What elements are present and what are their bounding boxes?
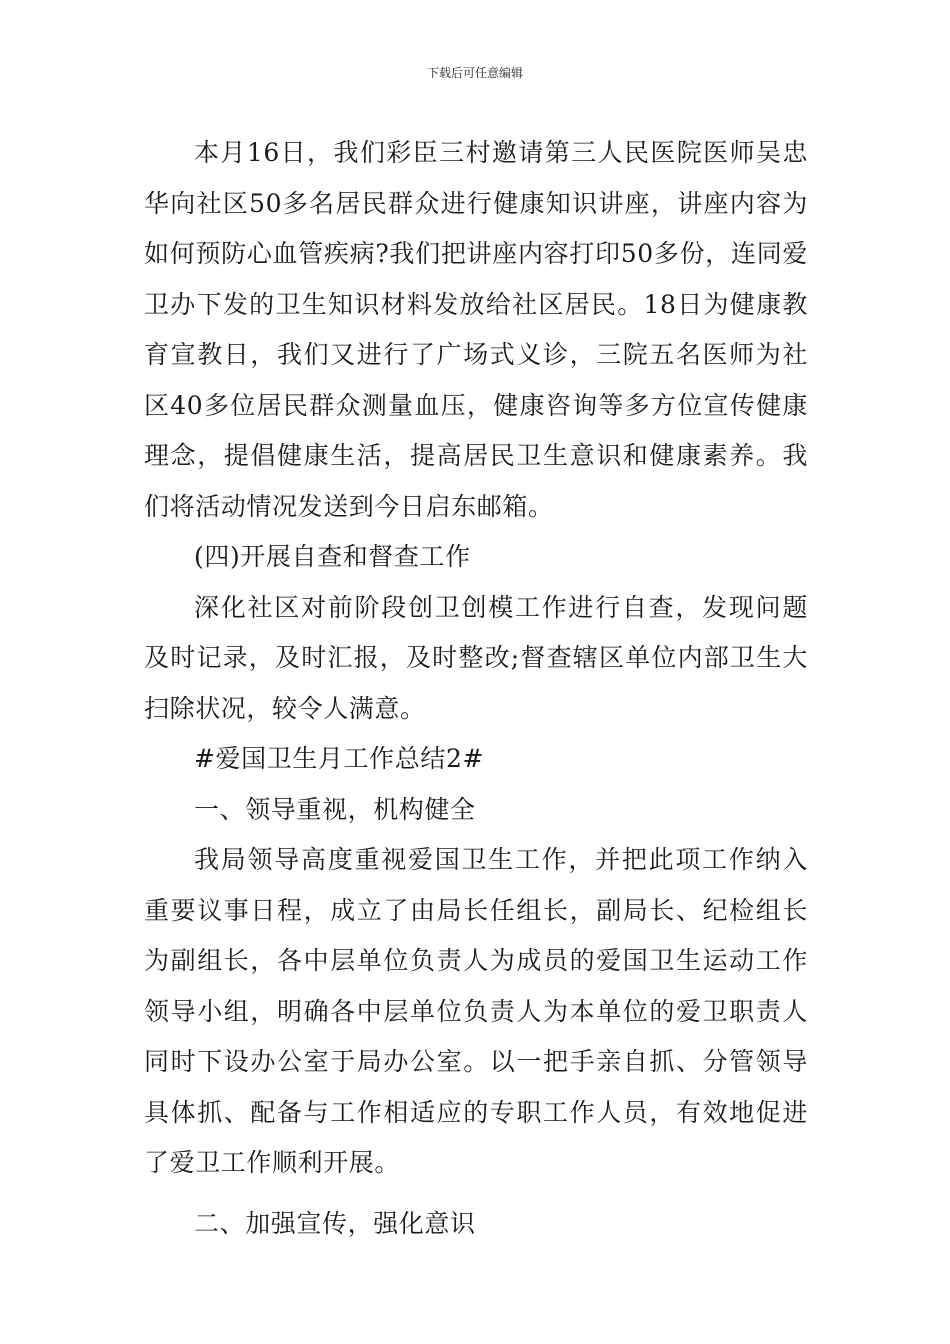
paragraph-leadership: 我局领导高度重视爱国卫生工作，并把此项工作纳入重要议事日程，成立了由局长任组长，副局长、纪检组长为副组长，各中层单位负责人为成员的爱国卫生运动工作领导小组，明确各中层单位负责人为本单位的爱卫职责人同时下设办公室于局办公室。以一把手亲自抓、分管领导具体抓、配备与工作相适应的专职工作人员，有效地促进了爱卫工作顺利开展。 xyxy=(144,845,808,1177)
section-heading-publicity: 二、加强宣传，强化意识 xyxy=(194,1208,476,1238)
document-body xyxy=(144,128,808,1249)
page-header: 下载后可任意编辑 xyxy=(426,66,523,80)
section-heading-leadership: 一、领导重视，机构健全 xyxy=(194,794,476,824)
paragraph-self-inspection: 深化社区对前阶段创卫创模工作进行自查，发现问题及时记录，及时汇报，及时整改;督查辖区单位内部卫生大扫除状况，较令人满意。 xyxy=(144,592,808,723)
paragraph-health-lecture: 本月16日，我们彩臣三村邀请第三人民医院医师吴忠华向社区50多名居民群众进行健康知识讲座，讲座内容为如何预防心血管疾病?我们把讲座内容打印50多份，连同爱卫办下发的卫生知识材料发放给社区居民。18日为健康教育宣教日，我们又进行了广场式义诊，三院五名医师为社区40多位居民群众测量血压，健康咨询等多方位宣传健康理念，提倡健康生活，提高居民卫生意识和健康素养。我们将活动情况发送到今日启东邮箱。 xyxy=(144,138,808,521)
summary-title: #爱国卫生月工作总结2# xyxy=(194,744,485,773)
section-heading-self-inspection: (四)开展自查和督查工作 xyxy=(194,542,471,571)
